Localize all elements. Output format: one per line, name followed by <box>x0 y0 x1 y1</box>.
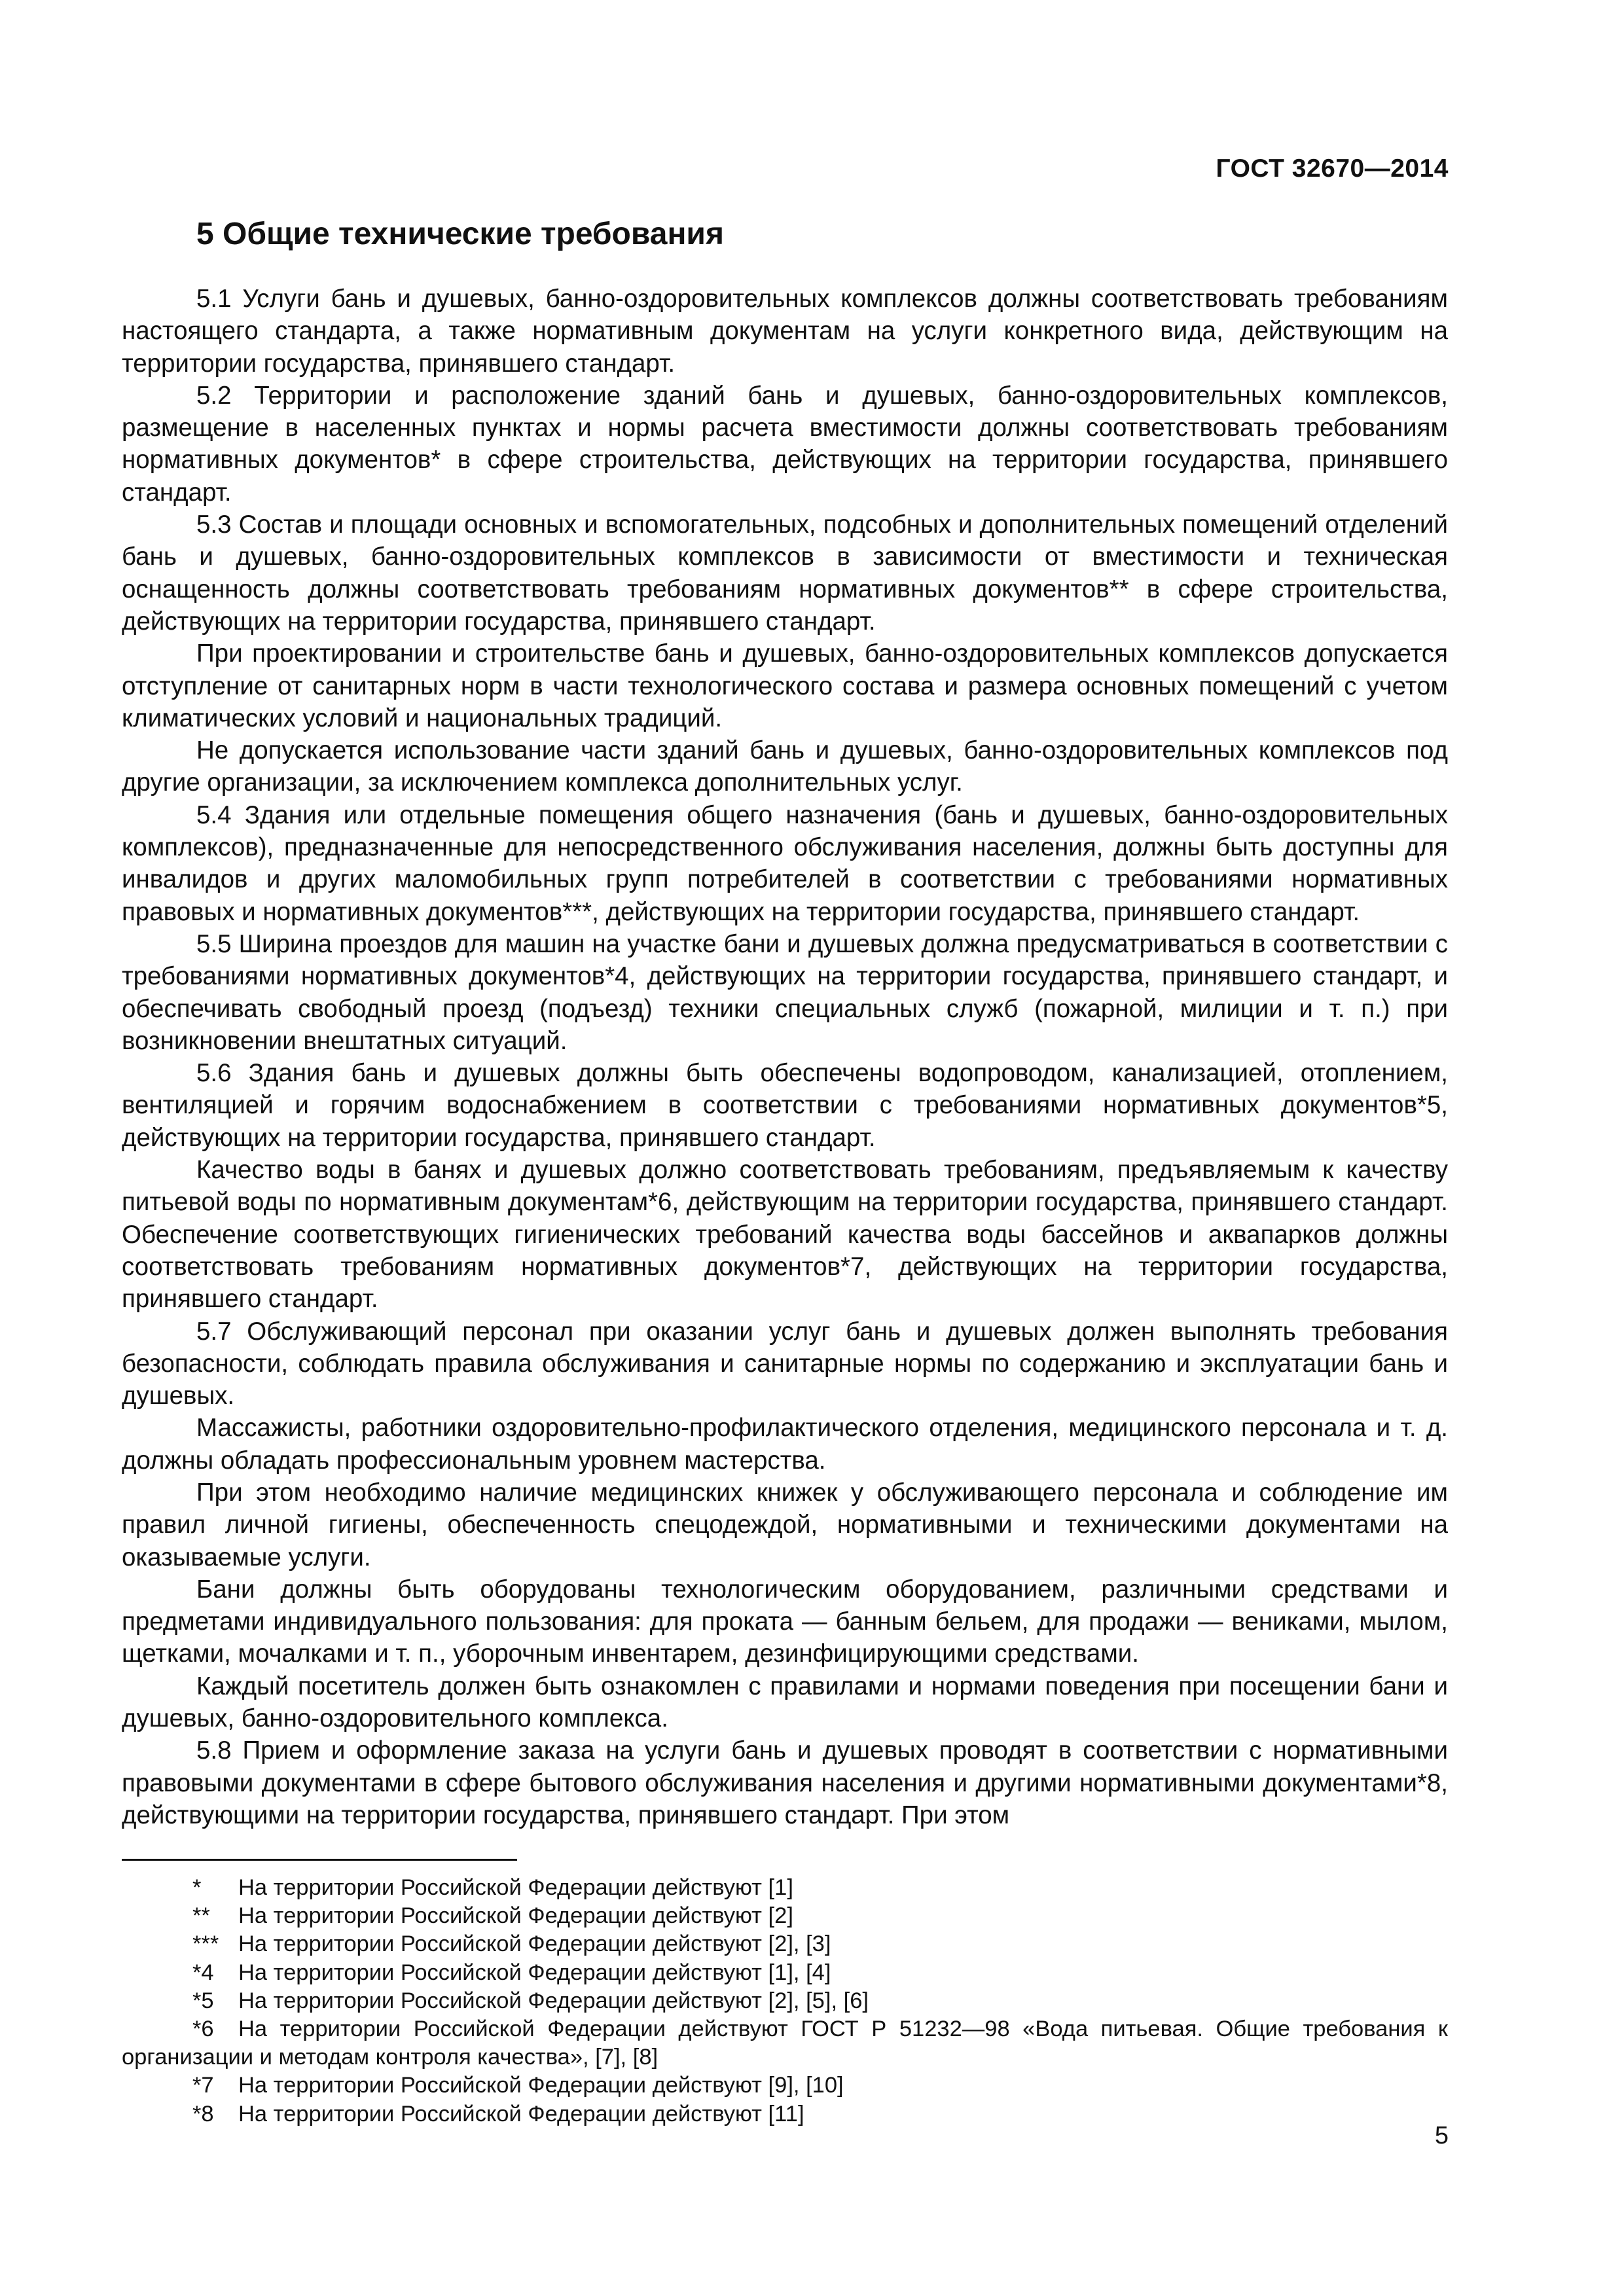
footnotes <box>122 1874 1448 2128</box>
footnote-text: На территории Российской Федерации действуют [2] <box>238 1903 793 1929</box>
page-number: 5 <box>1434 2122 1449 2149</box>
paragraph: Не допускается использование части зданий бань и душевых, банно-оздоровительных комплексов под другие организации, за исключением комплекса дополнительных услуг. <box>122 736 1448 797</box>
paragraph: Бани должны быть оборудованы технологическим оборудованием, различными средствами и предметами индивидуального пользования: для проката — банным бельем, для продажи — вениками, мылом, щетками, мочалками и т. п., уборочным инвентарем, дезинфицирующими средствами. <box>122 1575 1448 1668</box>
footnote-mark: *7 <box>192 2073 214 2098</box>
footnote <box>122 1930 1448 1958</box>
footnote-divider <box>122 1859 517 1861</box>
footnote <box>122 1874 1448 1902</box>
paragraph: 5.8 Прием и оформление заказа на услуги бань и душевых проводят в соответствии с нормативными правовыми документами в сфере бытового обслуживания населения и другими нормативными документами*8, действующими на территории государства, принявшего стандарт. При этом <box>122 1736 1448 1829</box>
footnote-text: На территории Российской Федерации действуют [1], [4] <box>238 1960 831 1985</box>
footnote <box>122 1959 1448 1987</box>
footnote-text: На территории Российской Федерации действуют [2], [5], [6] <box>238 1988 869 2013</box>
document-code: ГОСТ 32670—2014 <box>1216 154 1449 183</box>
footnote-mark: ** <box>192 1903 210 1929</box>
footnote <box>122 2100 1448 2128</box>
footnote-text: На территории Российской Федерации действуют [2], [3] <box>238 1931 831 1957</box>
footnote <box>122 1902 1448 1930</box>
paragraph: 5.4 Здания или отдельные помещения общего назначения (бань и душевых, банно-оздоровительных комплексов), предназначенные для непосредственного обслуживания населения, должны быть доступны для инвалидов и других маломобильных групп потребителей в соответствии с требованиями нормативных правовых и нормативных документов***, действующих на территории государства, принявшего стандарт. <box>122 800 1448 926</box>
footnote-mark: * <box>192 1875 202 1900</box>
paragraph: При этом необходимо наличие медицинских книжек у обслуживающего персонала и соблюдение им правил личной гигиены, обеспеченность спецодеждой, нормативными и техническими документами на оказываемые услуги. <box>122 1478 1448 1571</box>
footnote-mark: *5 <box>192 1988 214 2013</box>
footnote-mark: *4 <box>192 1960 214 1985</box>
section-title: 5 Общие технические требования <box>196 217 724 251</box>
paragraph: 5.5 Ширина проездов для машин на участке бани и душевых должна предусматриваться в соответствии с требованиями нормативных документов*4, действующих на территории государства, принявшего стандарт, и обеспечивать свободный проезд (подъезд) техники специальных служб (пожарной, милиции и т. п.) при возникновении внештатных ситуаций. <box>122 929 1448 1055</box>
paragraph: 5.6 Здания бань и душевых должны быть обеспечены водопроводом, канализацией, отоплением, вентиляцией и горячим водоснабжением в соответствии с требованиями нормативных документов*5, действующих на территории государства, принявшего стандарт. <box>122 1059 1448 1152</box>
footnote-mark: *** <box>192 1931 219 1957</box>
footnote-text: На территории Российской Федерации действуют [11] <box>238 2101 804 2126</box>
paragraph: 5.7 Обслуживающий персонал при оказании услуг бань и душевых должен выполнять требования безопасности, соблюдать правила обслуживания и санитарные нормы по содержанию и эксплуатации бань и душевых. <box>122 1317 1448 1410</box>
footnote-mark: *6 <box>192 2017 214 2042</box>
paragraph: Качество воды в банях и душевых должно соответствовать требованиям, предъявляемым к качеству питьевой воды по нормативным документам*6, действующим на территории государства, принявшего стандарт. Обеспечение соответствующих гигиенических требований качества воды бассейнов и аквапарков должны соответствовать требованиям нормативных документов*7, действующих на территории государства, принявшего стандарт. <box>122 1156 1448 1314</box>
footnote <box>122 2015 1448 2072</box>
paragraph: 5.3 Состав и площади основных и вспомогательных, подсобных и дополнительных помещений отделений бань и душевых, банно-оздоровительных комплексов в зависимости от вместимости и техническая оснащенность должны соответствовать требованиям нормативных документов** в сфере строительства, действующих на территории государства, принявшего стандарт. <box>122 511 1448 636</box>
paragraph: 5.2 Территории и расположение зданий бань и душевых, банно-оздоровительных комплексов, размещение в населенных пунктах и нормы расчета вместимости должны соответствовать требованиям нормативных документов* в сфере строительства, действующих на территории государства, принявшего стандарт. <box>122 381 1448 507</box>
footnote-text: На территории Российской Федерации действуют [1] <box>238 1875 793 1900</box>
paragraph: При проектировании и строительстве бань и душевых, банно-оздоровительных комплексов допускается отступление от санитарных норм в части технологического состава и размера основных помещений с учетом климатических условий и национальных традиций. <box>122 639 1448 732</box>
paragraph: Массажисты, работники оздоровительно-профилактического отделения, медицинского персонала и т. д. должны обладать профессиональным уровнем мастерства. <box>122 1414 1448 1475</box>
footnote-text: На территории Российской Федерации действуют ГОСТ Р 51232—98 «Вода питьевая. Общие требования к организации и методам контроля качества», [7], [8] <box>122 2017 1448 2070</box>
section-body <box>122 283 1448 1831</box>
paragraph: Каждый посетитель должен быть ознакомлен с правилами и нормами поведения при посещении бани и душевых, банно-оздоровительного комплекса. <box>122 1672 1448 1733</box>
footnote <box>122 1987 1448 2015</box>
footnote-text: На территории Российской Федерации действуют [9], [10] <box>238 2073 844 2098</box>
footnote-mark: *8 <box>192 2101 214 2126</box>
footnote <box>122 2072 1448 2100</box>
paragraph: 5.1 Услуги бань и душевых, банно-оздоровительных комплексов должны соответствовать требованиям настоящего стандарта, а также нормативным документам на услуги конкретного вида, действующим на территории государства, принявшего стандарт. <box>122 285 1448 378</box>
